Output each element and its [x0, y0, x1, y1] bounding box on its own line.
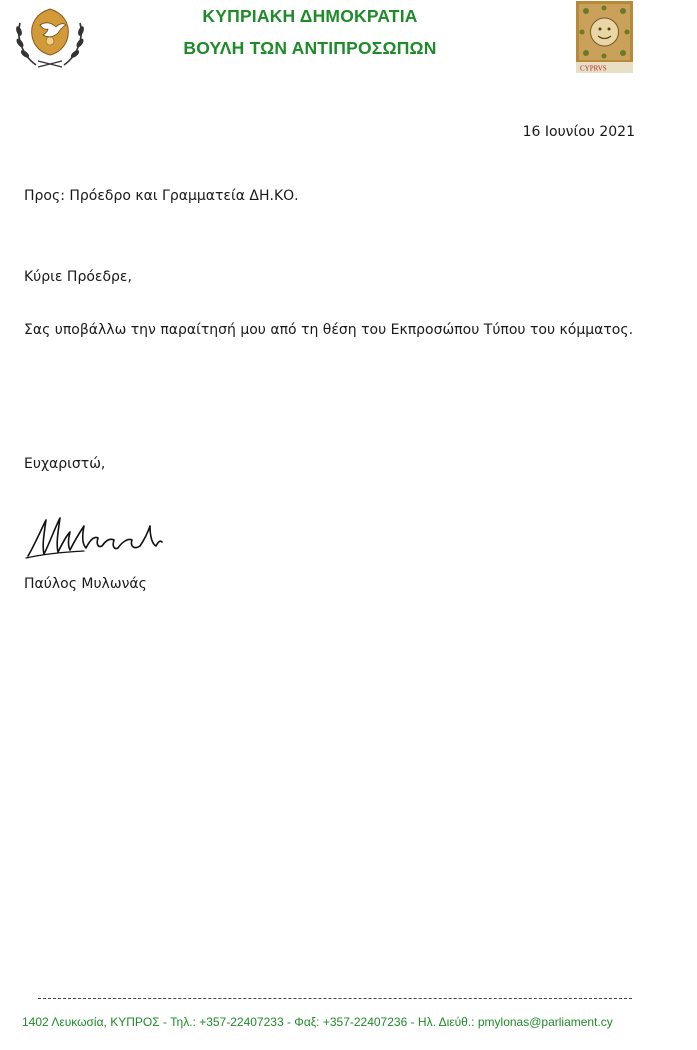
body-paragraph: Σας υποβάλλω την παραίτησή μου από τη θέση του Εκπροσώπου Τύπου του κόμματος.: [24, 322, 634, 338]
closing-line: Ευχαριστώ,: [24, 456, 106, 472]
salutation: Κύριε Πρόεδρε,: [24, 269, 132, 285]
coat-of-arms-icon: [12, 3, 88, 73]
emblem-caption: CYPRVS: [580, 64, 607, 73]
cyprus-emblem-icon: [576, 1, 633, 73]
letter-date: 16 Ιουνίου 2021: [522, 124, 635, 140]
header-title-parliament: ΒΟΥΛΗ ΤΩΝ ΑΝΤΙΠΡΟΣΩΠΩΝ: [183, 38, 437, 58]
signer-name: Παύλος Μυλωνάς: [24, 576, 147, 592]
recipient-line: Προς: Πρόεδρο και Γραμματεία ΔΗ.ΚΟ.: [24, 188, 299, 204]
footer-divider: [38, 998, 632, 999]
header-title-republic: ΚΥΠΡΙΑΚΗ ΔΗΜΟΚΡΑΤΙΑ: [202, 6, 418, 26]
handwritten-signature: [24, 506, 166, 562]
footer-contact: 1402 Λευκωσία, ΚΥΠΡΟΣ - Τηλ.: +357-22407233 - Φαξ: +357-22407236 - Ηλ. Διεύθ.: pmylonas@parliament.cy: [22, 1015, 613, 1029]
